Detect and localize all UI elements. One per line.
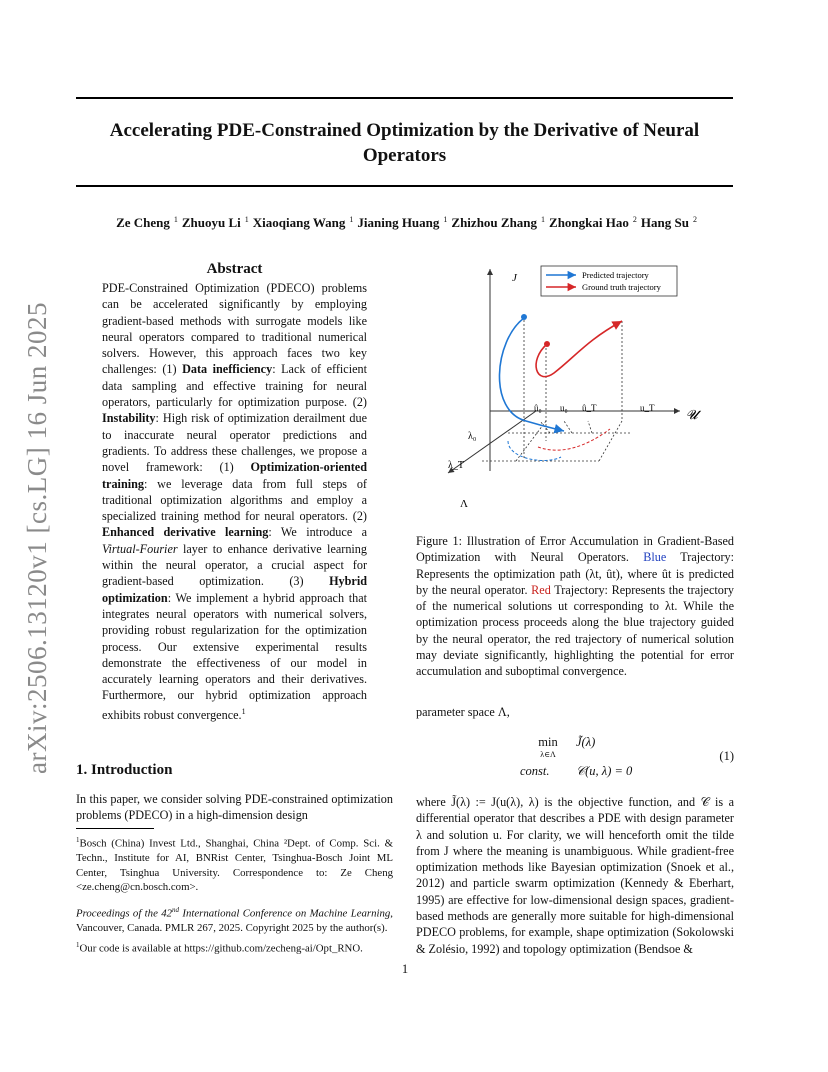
arxiv-watermark: arXiv:2506.13120v1 [cs.LG] 16 Jun 2025 [22,302,52,774]
eq-const: const. [520,764,550,778]
label-u0hat: û₀ [534,403,542,413]
page-number: 1 [401,962,409,976]
eq-objective: J̃(λ) [576,735,596,749]
footnote-code: $^1$Our code is available at https://github.com/zecheng-ai/Opt_RNO. [76,941,363,955]
label-lambdaT: λ_T [448,460,464,471]
legend-ground-truth: Ground truth trajectory [582,282,661,292]
author-name: Zhongkai Hao [549,215,629,231]
axis-j-label: J [512,272,517,284]
legend-predicted: Predicted trajectory [582,270,649,280]
right-paragraph: where J̃(λ) := J(u(λ), λ) is the objective function, and 𝒞 is a differential operator that describes a PDE with design parameter λ and solution u. For clarity, we will henceforth omit the tilde from J where the meaning is unambiguous. While gradient-free optimization methods like Bayesian optimization (Snoek et al., 2012) and particle swarm optimization (Kennedy & Eberhart, 1995) are effective for low-dimensional design spaces, gradient-based methods are generally more suitable for high-dimensional PDECO problems, for example, shape optimization (Sokolowski & Zolésio, 1992) and topology optimization (Bendsoe & [416,795,734,956]
author-affiliation-mark: 1 [349,215,354,224]
eq-constraint: 𝒞(u, λ) = 0 [576,764,633,778]
figure-caption: Figure 1: Illustration of Error Accumulation in Gradient-Based Optimization with Neural Operators. Blue Trajectory: Represents the optimization path (λt, ût), where ût is predicted by the neural operator. Red Trajectory: Represents the trajectory of the numerical solutions ut corresponding to λt. While the optimization process proceeds along the blue trajectory guided by the neural operator, the red trajectory of numerical solution may deviate significantly, highlighting the potential for error accumulation and suboptimal convergence. [416,534,734,679]
label-u0: u₀ [560,403,568,413]
label-uT: u_T [640,403,655,413]
abstract-heading: Abstract [206,261,263,277]
author-affiliation-mark: 1 [541,215,546,224]
label-lambda0: λ₀ [468,431,477,442]
section-heading-introduction: 1. Introduction [76,762,173,778]
ground-truth-trajectory [536,321,622,377]
figure-error-accumulation [416,261,734,523]
title-bottom-rule [76,185,733,187]
title-top-rule [76,97,733,99]
author-name: Zhuoyu Li [181,215,241,231]
axis-u-label: 𝓤 [686,407,698,422]
equation-1 [416,735,734,785]
author-affiliation-mark: 2 [692,215,697,224]
author-name: Xiaoqiang Wang [252,215,346,231]
author-name: Jianing Huang [357,215,440,231]
author-affiliation-mark: 1 [443,215,448,224]
eq-min: min λ∈Λ [538,735,558,759]
author-affiliation-mark: 1 [244,215,249,224]
label-uThat: û_T [582,403,597,413]
footnotes [76,833,393,964]
footnote-rule [76,828,154,829]
footnote-proceedings: Proceedings of the 42nd International Conference on Machine Learning, Vancouver, Canada. PMLR 267, 2025. Copyright 2025 by the author(s). [76,905,393,934]
abstract-body: PDE-Constrained Optimization (PDECO) problems can be accelerated significantly by employing gradient-based methods with surrogate models like neural operators compared to traditional numerical solvers. However, this approach faces two key challenges: (1) Data inefficiency: Lack of efficient data sampling and effective training for neural operators, particularly for optimization purpose. (2) Instability: High risk of optimization derailment due to inaccurate neural operator predictions and gradients. To address these challenges, we propose a novel framework: (1) Optimization-oriented training: we leverage data from full steps of traditional optimization algorithms and employ a specialized training method for neural operators. (2) Enhanced derivative learning: We introduce a Virtual-Fourier layer to enhance derivative learning within the neural operator, a crucial aspect for gradient-based optimization. (3) Hybrid optimization: We implement a hybrid approach that integrates neural operators with numerical solvers, providing robust regularization for the optimization process. Our extensive experimental results demonstrate the effectiveness of our model in accurately learning operators and their derivatives. Furthermore, our hybrid optimization approach exhibits robust convergence.$^1$ [102,281,368,722]
intro-paragraph: In this paper, we consider solving PDE-constrained optimization problems (PDECO) in a high-dimension design [76,792,393,823]
footnote-affiliations: $^1$Bosch (China) Invest Ltd., Shanghai, China ²Dept. of Comp. Sci. & Techn., Institute for AI, BNRist Center, Tsinghua-Bosch Joint ML Center, Tsinghua University. Correspondence to: Ze Cheng <ze.cheng@cn.bosch.com>. [76,836,393,894]
paper-title: Accelerating PDE-Constrained Optimization by the Derivative of Neural Operators [109,120,700,166]
axis-lambda-label: Λ [460,498,468,510]
author-affiliation-mark: 1 [173,215,178,224]
author-list [76,215,733,231]
footnote-mark: 1 [241,706,246,716]
author-name: Hang Su [640,215,689,231]
eq-number: (1) [719,749,734,763]
author-name: Ze Cheng [116,215,170,231]
parameter-space-text: parameter space Λ, [416,705,510,719]
author-affiliation-mark: 2 [632,215,637,224]
author-name: Zhizhou Zhang [451,215,538,231]
